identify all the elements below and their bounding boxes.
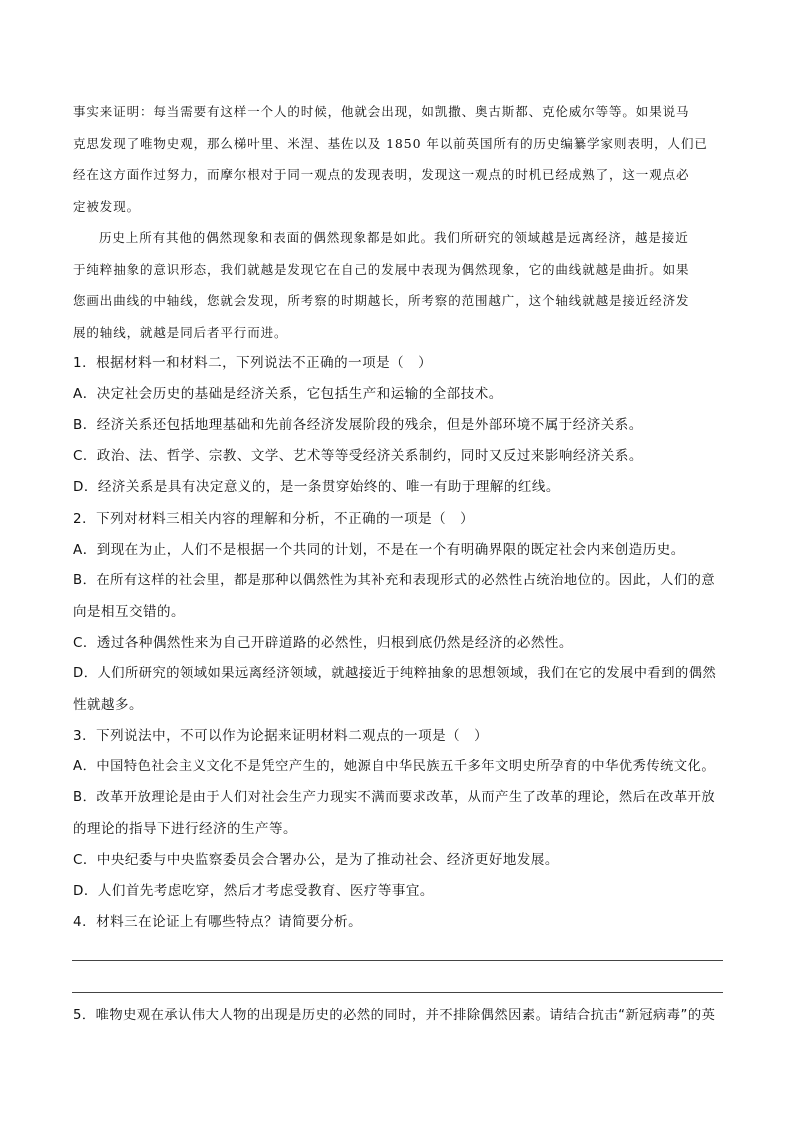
question-3-option-a: A．中国特色社会主义文化不是凭空产生的，她源自中华民族五千多年文明史所孕育的中华优秀传统文化。 <box>73 759 716 774</box>
text-line: 克思发现了唯物史观，那么梯叶里、米涅、基佐以及 1850 年以前英国所有的历史编纂学家则表明，人们已 <box>73 135 708 151</box>
text-line: 事实来证明：每当需要有这样一个人的时候，他就会出现，如凯撒、奥古斯都、克伦威尔等等。如果说马 <box>73 104 690 119</box>
question-3-stem: 3．下列说法中，不可以作为论据来证明材料二观点的一项是（ ） <box>73 728 489 744</box>
question-2-option-b: B．在所有这样的社会里，都是那种以偶然性为其补充和表现形式的必然性占统治地位的。因此，人们的意 <box>73 573 716 588</box>
question-1-option-d: D．经济关系是具有决定意义的，是一条贯穿始终的、唯一有助于理解的红线。 <box>73 479 560 495</box>
question-1-option-a: A．决定社会历史的基础是经济关系，它包括生产和运输的全部技术。 <box>73 386 503 402</box>
answer-line <box>72 960 723 961</box>
question-1-option-b: B．经济关系还包括地理基础和先前各经济发展阶段的残余，但是外部环境不属于经济关系。 <box>73 417 643 433</box>
text-line: 展的轴线，就越是同后者平行而进。 <box>73 324 288 340</box>
text-line: 定被发现。 <box>73 198 141 214</box>
question-2-option-b-cont: 向是相互交错的。 <box>73 604 185 620</box>
answer-line <box>72 992 723 993</box>
text-line: 您画出曲线的中轴线，您就会发现，所考察的时期越长，所考察的范围越广，这个轴线就越是接近经济发 <box>73 293 690 308</box>
question-2-option-d: D．人们所研究的领域如果远离经济领域，就越接近于纯粹抽象的思想领域，我们在它的发展中看到的偶然 <box>73 666 717 681</box>
question-1-stem: 1．根据材料一和材料二，下列说法不正确的一项是（ ） <box>73 355 433 371</box>
question-4-stem: 4．材料三在论证上有哪些特点？请简要分析。 <box>73 914 363 930</box>
text-line: 于纯粹抽象的意识形态，我们就越是发现它在自己的发展中表现为偶然现象，它的曲线就越是曲折。如果 <box>73 261 690 277</box>
question-2-option-c: C．透过各种偶然性来为自己开辟道路的必然性，归根到底仍然是经济的必然性。 <box>73 635 573 651</box>
question-3-option-c: C．中央纪委与中央监察委员会合署办公，是为了推动社会、经济更好地发展。 <box>73 852 559 868</box>
question-3-option-b: B．改革开放理论是由于人们对社会生产力现实不满而要求改革，从而产生了改革的理论，然后在改革开放 <box>73 790 716 805</box>
question-2-option-d-cont: 性就越多。 <box>73 697 143 713</box>
material3-paragraph-1 <box>73 96 723 222</box>
question-2-option-a: A．到现在为止，人们不是根据一个共同的计划，不是在一个有明确界限的既定社会内来创造历史。 <box>73 542 685 558</box>
question-5-stem: 5．唯物史观在承认伟大人物的出现是历史的必然的同时，并不排除偶然因素。请结合抗击“新冠病毒”的英 <box>73 1008 716 1023</box>
question-2-stem: 2．下列对材料三相关内容的理解和分析，不正确的一项是（ ） <box>73 511 475 527</box>
question-1-option-c: C．政治、法、哲学、宗教、文学、艺术等等受经济关系制约，同时又反过来影响经济关系。 <box>73 448 643 464</box>
text-line: 历史上所有其他的偶然现象和表面的偶然现象都是如此。我们所研究的领域越是远离经济，越是接近 <box>99 230 689 245</box>
material3-paragraph-2 <box>73 222 723 348</box>
question-3-option-b-cont: 的理论的指导下进行经济的生产等。 <box>73 821 297 837</box>
question-3-option-d: D．人们首先考虑吃穿，然后才考虑受教育、医疗等事宜。 <box>73 883 434 899</box>
text-line: 经在这方面作过努力，而摩尔根对于同一观点的发现表明，发现这一观点的时机已经成熟了，这一观点必 <box>73 167 690 182</box>
